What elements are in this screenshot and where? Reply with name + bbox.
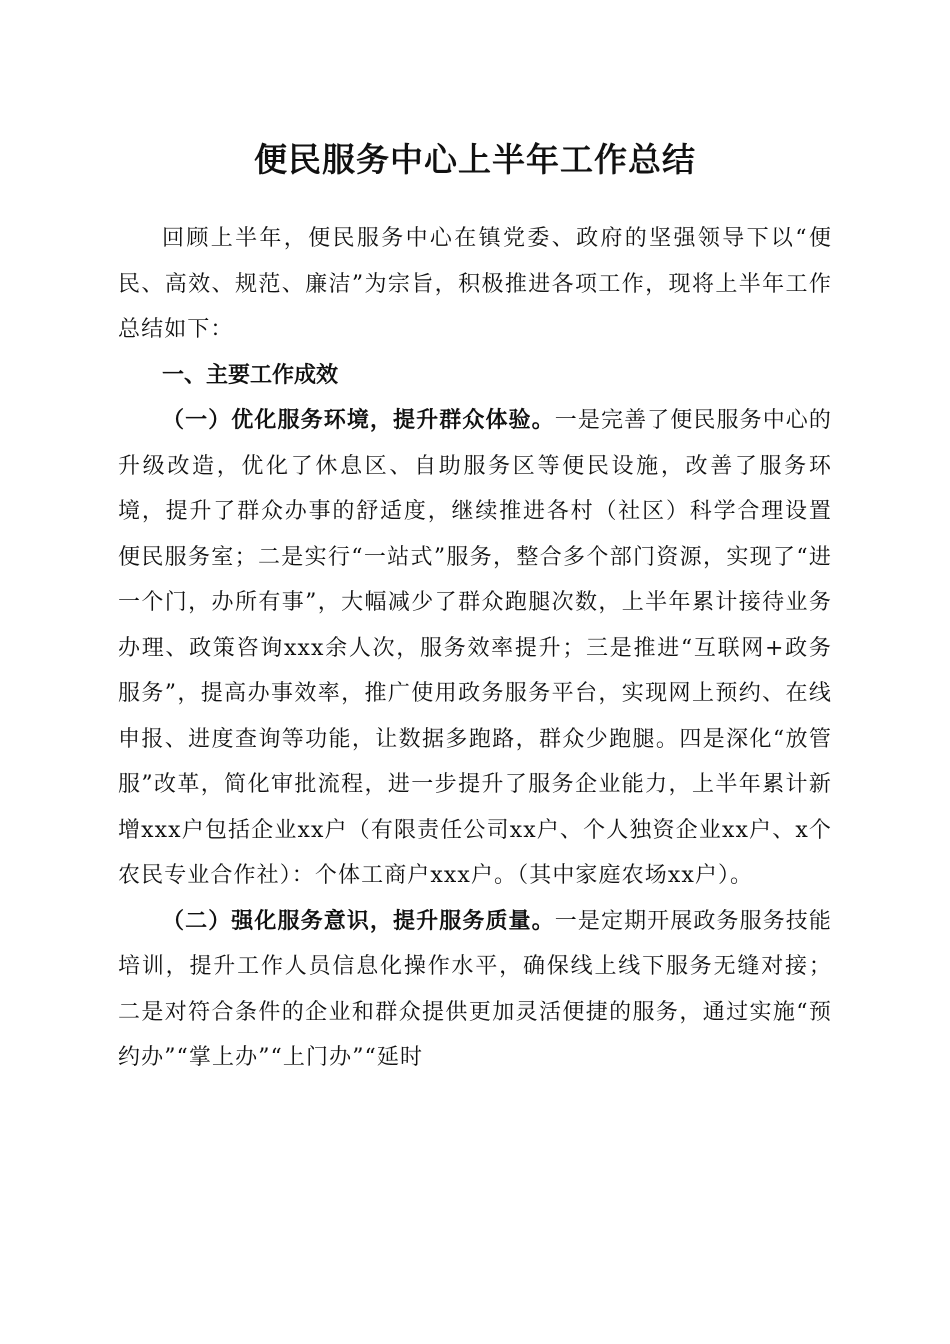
subsection-1-body: 一是完善了便民服务中心的升级改造，优化了休息区、自助服务区等便民设施，改善了服务环境，提升了群众办事的舒适度，继续推进各村（社区）科学合理设置便民服务室；二是实行“一站式”服务，整合多个部门资源，实现了“进一个门，办所有事”，大幅减少了群众跑腿次数，上半年累计接待业务办理、政策咨询xxx余人次，服务效率提升；三是推进“互联网+政务服务”，提高办事效率，推广使用政务服务平台，实现网上预约、在线申报、进度查询等功能，让数据多跑路，群众少跑腿。四是深化“放管服”改革，简化审批流程，进一步提升了服务企业能力，上半年累计新增xxx户包括企业xx户（有限责任公司xx户、个人独资企业xx户、x个农民专业合作社）：个体工商户xxx户。（其中家庭农场xx户）。 — [118, 408, 833, 888]
subsection-2-lead: （二）强化服务意识，提升服务质量。 — [162, 908, 555, 934]
document-title: 便民服务中心上半年工作总结 — [254, 140, 696, 179]
section-heading: 一、主要工作成效 — [162, 362, 339, 388]
subsection-1-lead: （一）优化服务环境，提升群众体验。 — [162, 408, 555, 433]
subsection-1-paragraph — [118, 398, 832, 899]
intro-paragraph: 回顾上半年，便民服务中心在镇党委、政府的坚强领导下以“便民、高效、规范、廉洁”为宗旨，积极推进各项工作，现将上半年工作总结如下： — [118, 226, 832, 342]
subsection-2-body: 一是定期开展政务服务技能培训，提升工作人员信息化操作水平，确保线上线下服务无缝对接；二是对符合条件的企业和群众提供更加灵活便捷的服务，通过实施“预约办”“掌上办”“上门办”“延时 — [118, 908, 833, 1070]
document-page — [118, 130, 832, 1081]
subsection-2-paragraph — [118, 899, 832, 1081]
